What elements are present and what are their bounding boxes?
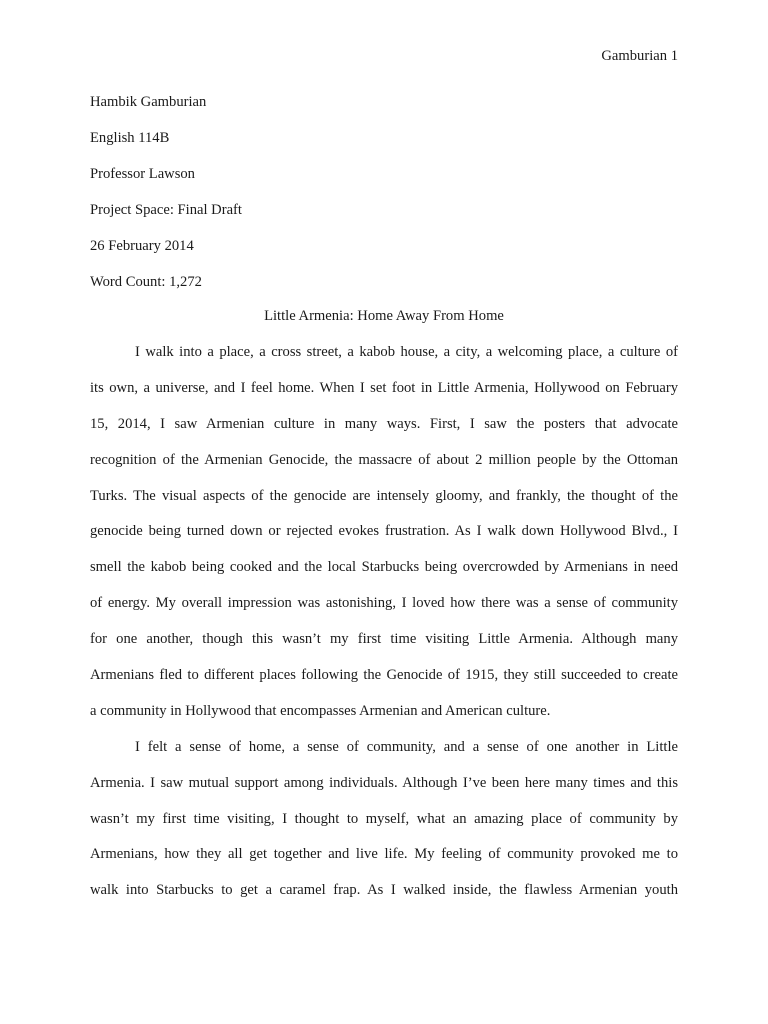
body-line: 15, 2014, I saw Armenian culture in many ways. First, I saw the posters that advocate — [90, 415, 678, 432]
professor-name: Professor Lawson — [90, 166, 195, 182]
body-line: smell the kabob being cooked and the local Starbucks being overcrowded by Armenians in need — [90, 559, 678, 576]
assignment-name: Project Space: Final Draft — [90, 202, 242, 218]
body-line: walk into Starbucks to get a caramel frap. As I walked inside, the flawless Armenian youth — [90, 882, 678, 899]
body-line: Armenia. I saw mutual support among individuals. Although I’ve been here many times and this — [90, 774, 678, 791]
document-date: 26 February 2014 — [90, 238, 194, 254]
author-name: Hambik Gamburian — [90, 94, 207, 110]
body-line: Armenians fled to different places following the Genocide of 1915, they still succeeded to create — [90, 667, 678, 684]
body-line: I felt a sense of home, a sense of community, and a sense of one another in Little — [135, 738, 678, 755]
body-line: Turks. The visual aspects of the genocide are intensely gloomy, and frankly, the thought of the — [90, 487, 678, 504]
body-line: I walk into a place, a cross street, a kabob house, a city, a welcoming place, a culture of — [135, 344, 678, 360]
essay-title: Little Armenia: Home Away From Home — [264, 308, 504, 324]
body-line: its own, a universe, and I feel home. When I set foot in Little Armenia, Hollywood on February — [90, 379, 678, 396]
body-line: recognition of the Armenian Genocide, the massacre of about 2 million people by the Ottoman — [90, 451, 678, 468]
course-name: English 114B — [90, 130, 170, 146]
running-head: Gamburian 1 — [601, 48, 678, 64]
essay-body — [90, 340, 678, 914]
body-line: wasn’t my first time visiting, I thought to myself, what an amazing place of community by — [90, 810, 678, 827]
mla-heading — [90, 90, 678, 306]
word-count: Word Count: 1,272 — [90, 274, 202, 290]
body-line: of energy. My overall impression was astonishing, I loved how there was a sense of community — [90, 595, 678, 612]
body-line: for one another, though this wasn’t my first time visiting Little Armenia. Although many — [90, 631, 678, 648]
body-line: a community in Hollywood that encompasses Armenian and American culture. — [90, 702, 551, 719]
body-line: genocide being turned down or rejected evokes frustration. As I walk down Hollywood Blvd., I — [90, 523, 678, 540]
body-line: Armenians, how they all get together and live life. My feeling of community provoked me to — [90, 846, 678, 863]
